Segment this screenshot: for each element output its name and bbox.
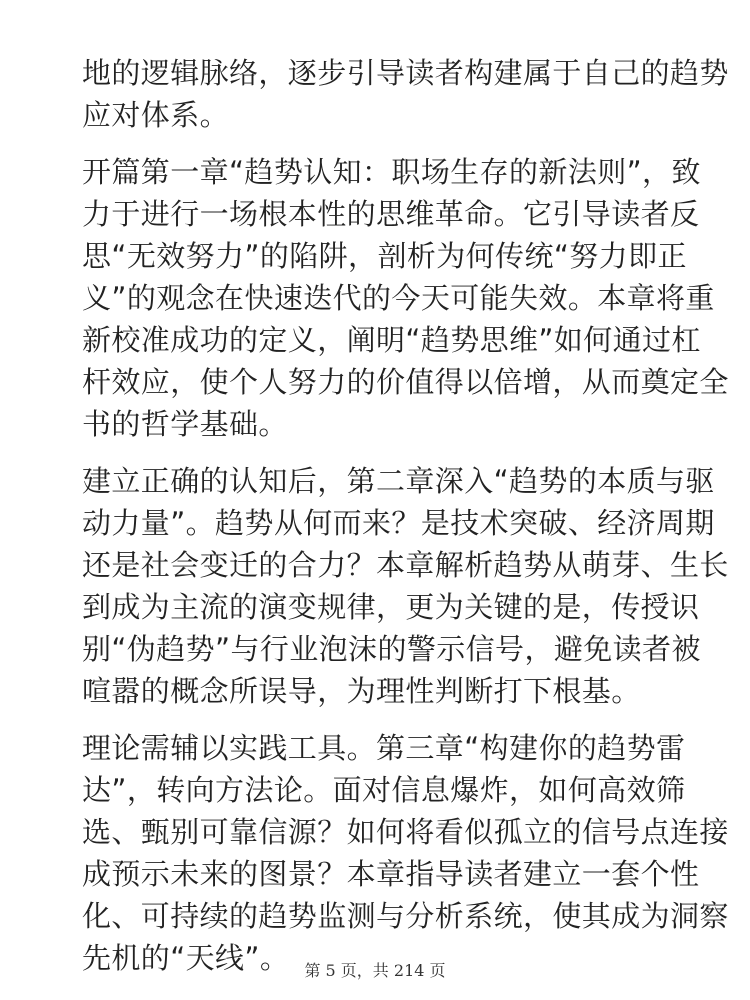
text-line: 到成为主流的演变规律，更为关键的是，传授识 [82,590,700,624]
text-line: 还是社会变迁的合力？本章解析趋势从萌芽、生长 [82,548,729,582]
body-text [82,52,729,979]
text-line: 选、甄别可靠信源？如何将看似孤立的信号点连接 [82,815,729,849]
text-line: 达”，转向方法论。面对信息爆炸，如何高效筛 [82,773,686,807]
text-line: 成预示未来的图景？本章指导读者建立一套个性 [82,857,700,891]
text-line: 化、可持续的趋势监测与分析系统，使其成为洞察 [82,899,729,933]
text-line: 应对体系。 [82,98,230,132]
text-line: 义”的观念在快速迭代的今天可能失效。本章将重 [82,281,715,315]
text-line: 建立正确的认知后，第二章深入“趋势的本质与驱 [82,464,715,498]
text-line: 书的哲学基础。 [82,407,288,441]
text-line: 理论需辅以实践工具。第三章“构建你的趋势雷 [82,731,686,765]
text-line: 力于进行一场根本性的思维革命。它引导读者反 [82,197,700,231]
text-line: 动力量”。趋势从何而来？是技术突破、经济周期 [82,506,715,540]
text-line: 杆效应，使个人努力的价值得以倍增，从而奠定全 [82,365,729,399]
paragraph-4 [82,727,729,979]
text-line: 地的逻辑脉络，逐步引导读者构建属于自己的趋势 [82,56,729,90]
paragraph-1 [82,52,729,136]
text-line: 先机的“天线”。 [82,941,290,975]
text-line: 新校准成功的定义，阐明“趋势思维”如何通过杠 [82,323,701,357]
text-line: 喧嚣的概念所误导，为理性判断打下根基。 [82,674,641,708]
text-line: 开篇第一章“趋势认知：职场生存的新法则”，致 [82,155,701,189]
text-line: 别“伪趋势”与行业泡沫的警示信号，避免读者被 [82,632,701,666]
text-line: 思“无效努力”的陷阱，剖析为何传统“努力即正 [82,239,687,273]
paragraph-3 [82,460,729,712]
page-number-footer: 第 5 页，共 214 页 [304,961,446,980]
paragraph-2 [82,151,729,445]
